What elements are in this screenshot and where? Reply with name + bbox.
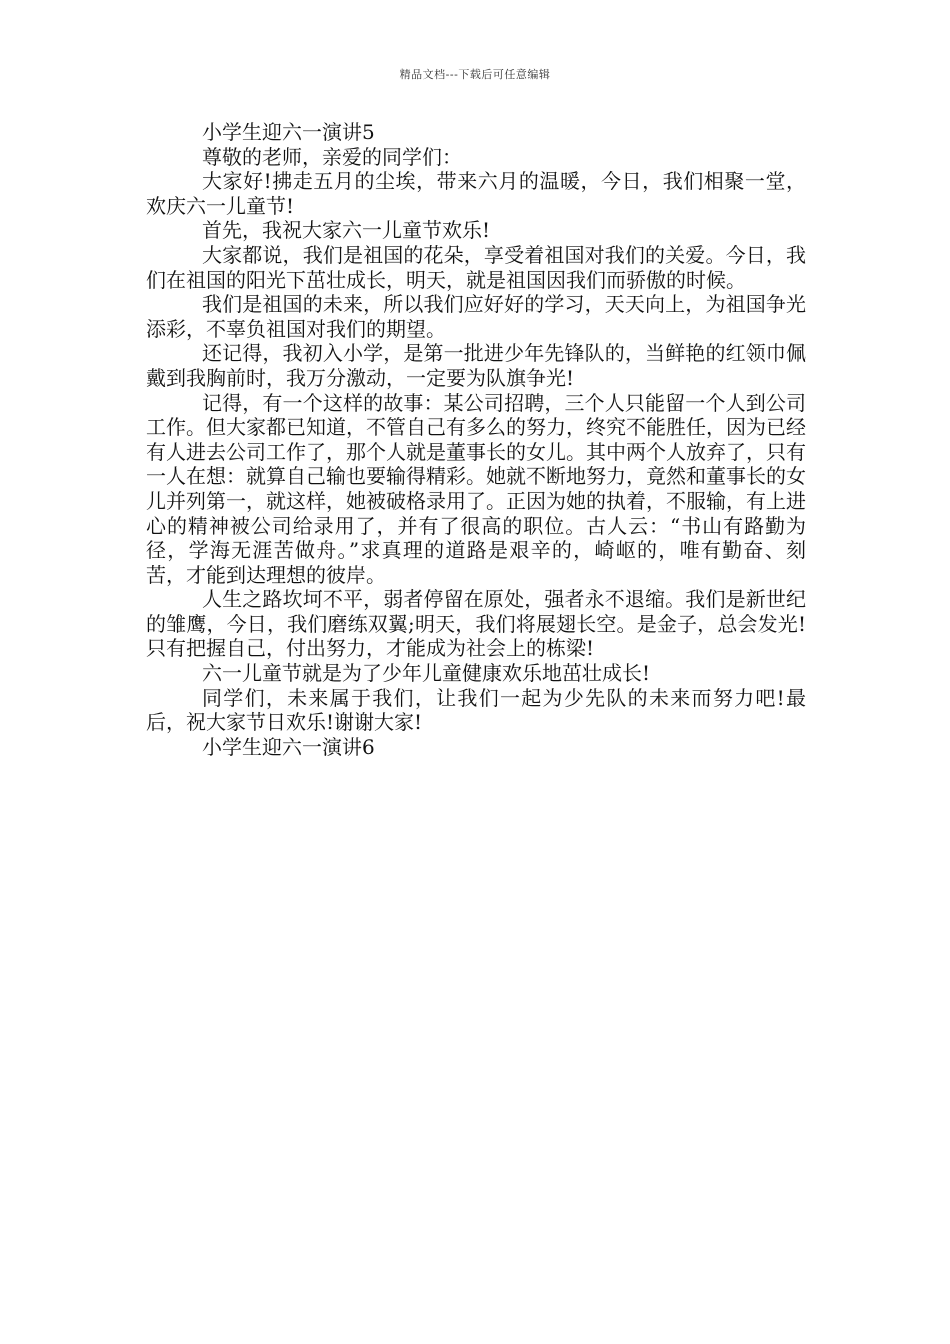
paragraph: 记得，有一个这样的故事：某公司招聘，三个人只能留一个人到公司工作。但大家都已知道，不管自己有多么的努力，终究不能胜任，因为已经有人进去公司工作了，那个人就是董事长的女儿。其中两个人放弃了，只有一人在想：就算自己输也要输得精彩。她就不断地努力，竟然和董事长的女儿并列第一，就这样，她被破格录用了。正因为她的执着，不服输，有上进心的精神被公司给录用了，并有了很高的职位。古人云：“书山有路勤为径，学海无涯苦做舟。”求真理的道路是艰辛的，崎岖的，唯有勤奋、刻苦，才能到达理想的彼岸。 xyxy=(146,390,806,587)
next-speech-title: 小学生迎六一演讲6 xyxy=(202,734,375,759)
paragraph: 还记得，我初入小学，是第一批进少年先锋队的，当鲜艳的红领巾佩戴到我胸前时，我万分激动，一定要为队旗争光! xyxy=(146,341,806,390)
page-header: 精品文档---下载后可任意编辑 xyxy=(399,68,551,81)
paragraph: 六一儿童节就是为了少年儿童健康欢乐地茁壮成长! xyxy=(202,661,651,686)
speech-title: 小学生迎六一演讲5 xyxy=(202,120,375,144)
salutation: 尊敬的老师，亲爱的同学们： xyxy=(202,144,462,169)
paragraph: 大家好!拂走五月的尘埃，带来六月的温暖，今日，我们相聚一堂，欢庆六一儿童节! xyxy=(146,169,806,218)
paragraph: 大家都说，我们是祖国的花朵，享受着祖国对我们的关爱。今日，我们在祖国的阳光下茁壮成长，明天，就是祖国因我们而骄傲的时候。 xyxy=(146,242,806,292)
paragraph: 首先，我祝大家六一儿童节欢乐! xyxy=(202,218,491,243)
paragraph: 人生之路坎坷不平，弱者停留在原处，强者永不退缩。我们是新世纪的雏鹰，今日，我们磨练双翼;明天，我们将展翅长空。是金子，总会发光!只有把握自己，付出努力，才能成为社会上的栋梁! xyxy=(146,587,806,661)
paragraph: 我们是祖国的未来，所以我们应好好的学习，天天向上，为祖国争光添彩，不辜负祖国对我们的期望。 xyxy=(146,292,806,341)
document-body xyxy=(146,120,806,759)
paragraph: 同学们，未来属于我们，让我们一起为少先队的未来而努力吧!最后，祝大家节日欢乐!谢谢大家! xyxy=(146,685,806,735)
